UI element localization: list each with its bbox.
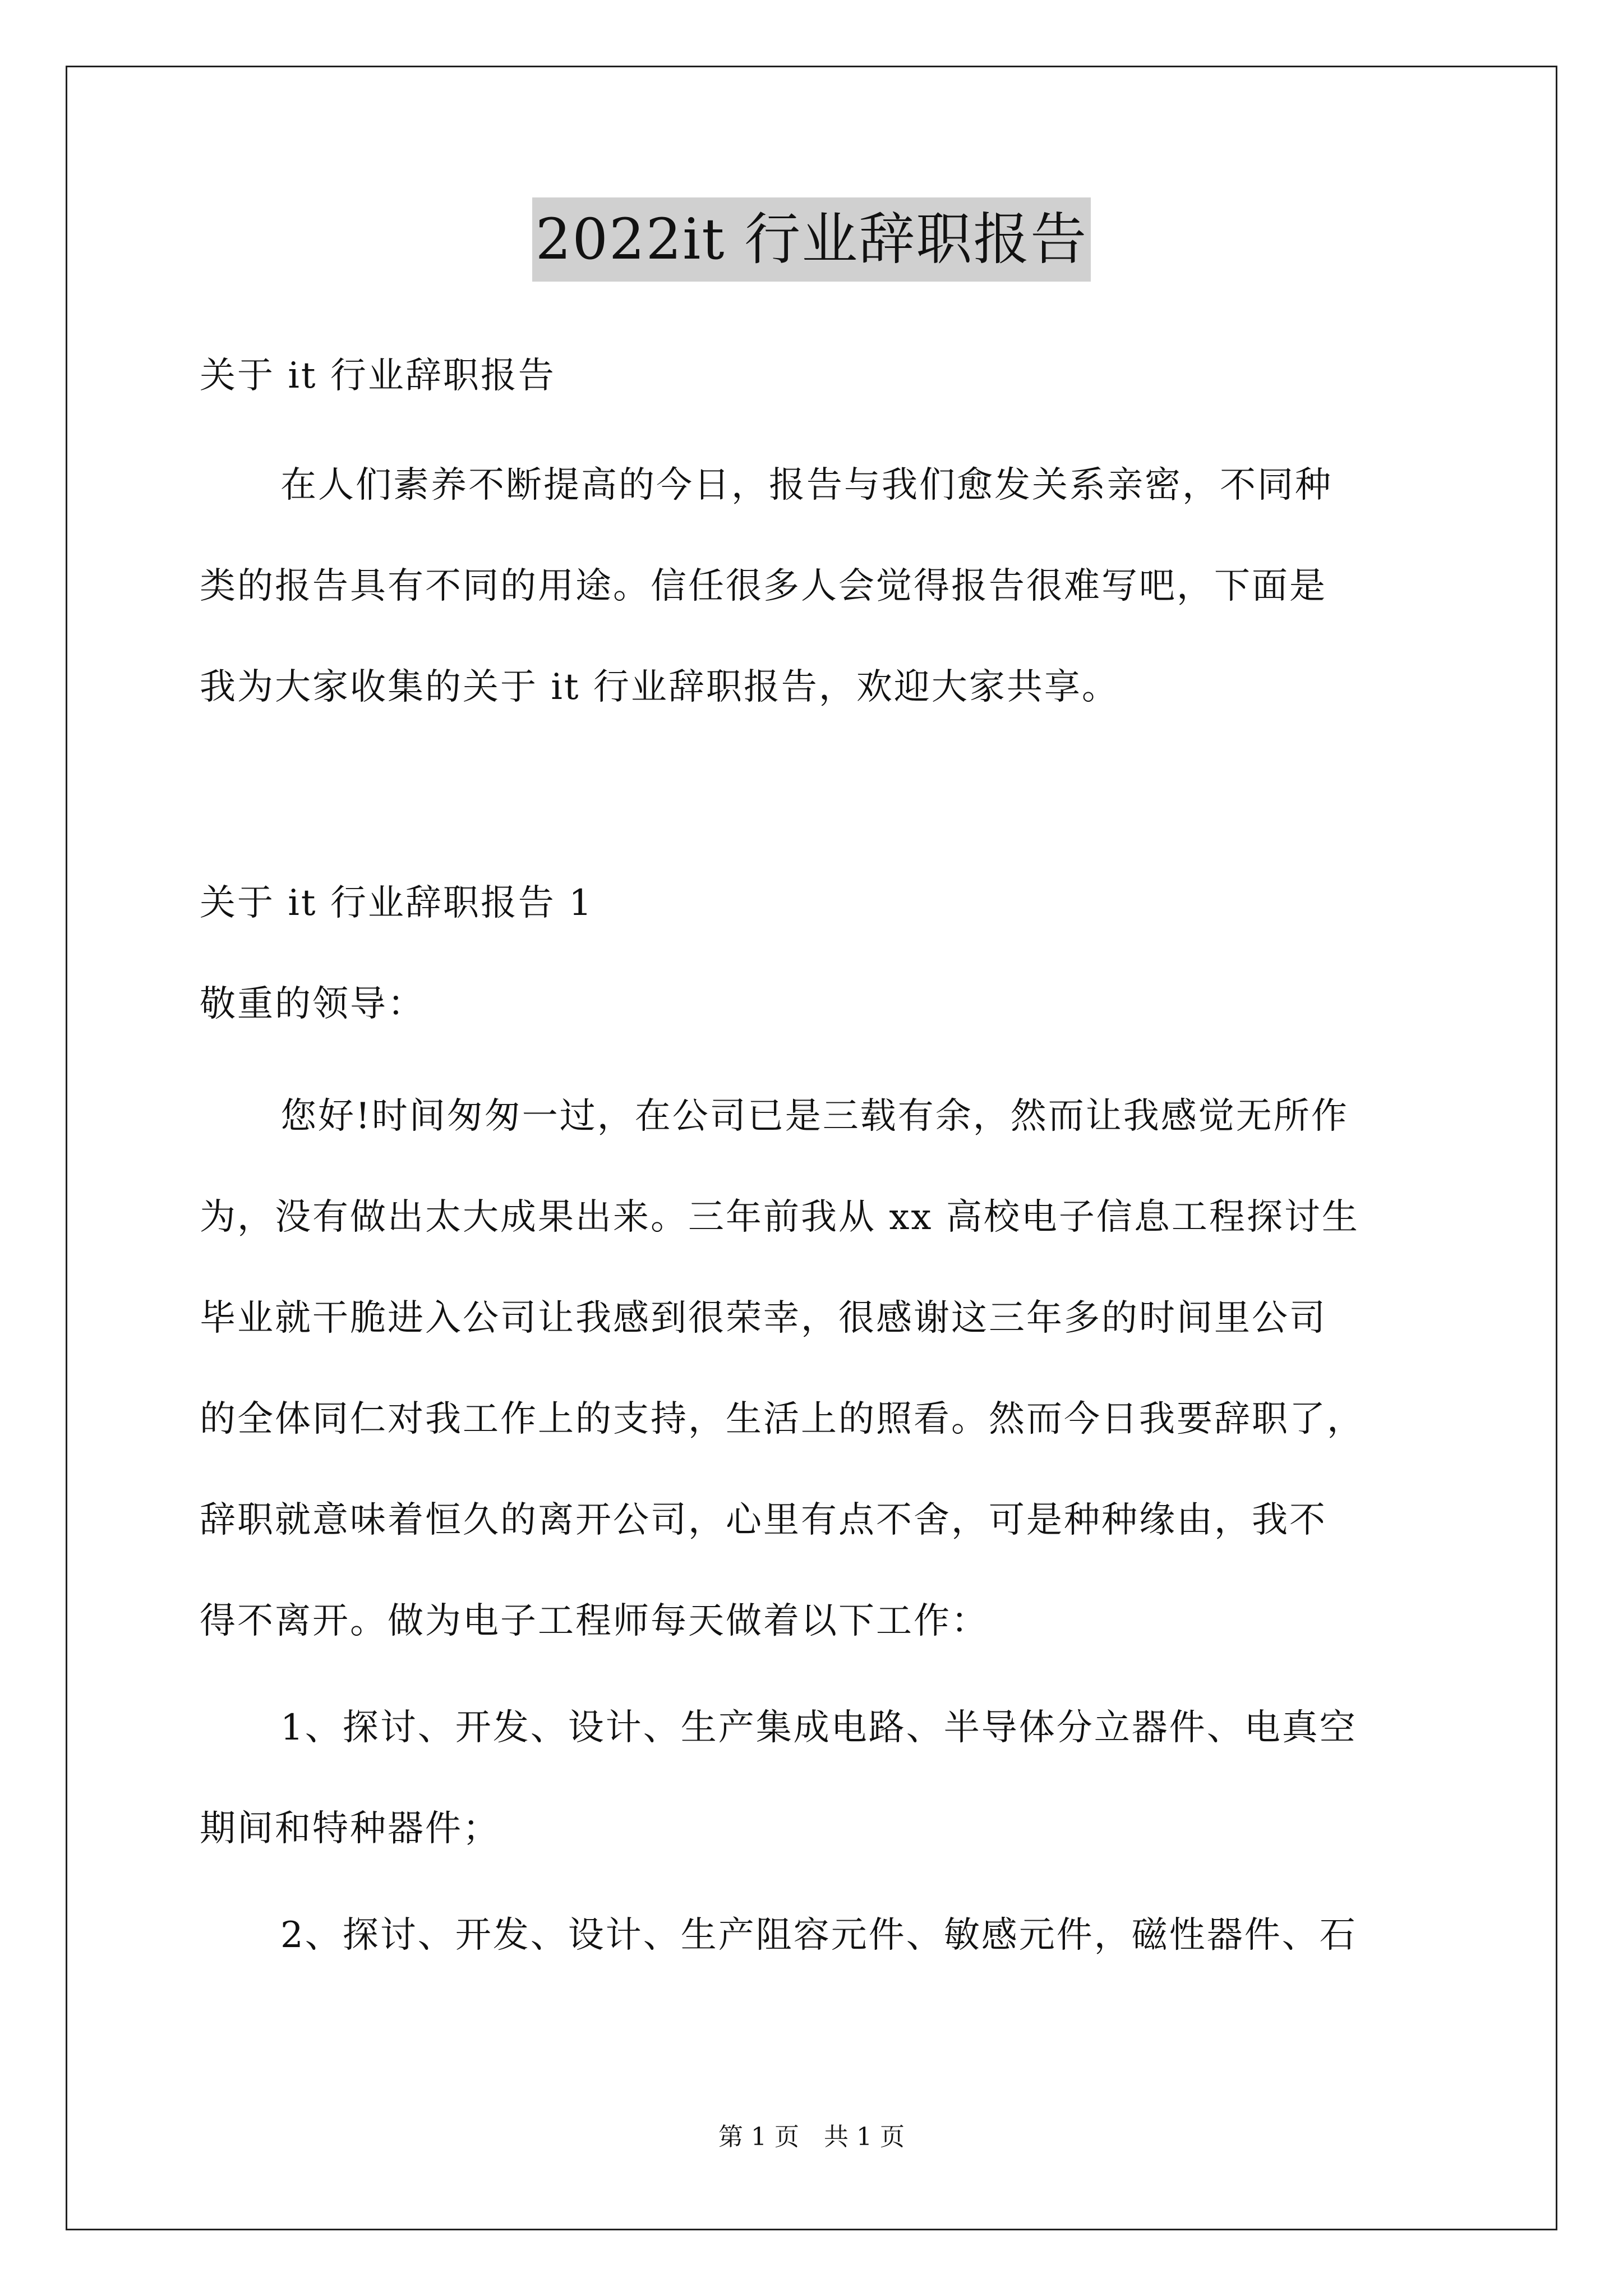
- paragraph-line: 毕业就干脆进入公司让我感到很荣幸，很感谢这三年多的时间里公司: [200, 1297, 1327, 1339]
- paragraph-line: 您好!时间匆匆一过，在公司已是三载有余，然而让我感觉无所作: [280, 1096, 1349, 1137]
- list-item-line: 2、探讨、开发、设计、生产阻容元件、敏感元件，磁性器件、石: [280, 1915, 1357, 1956]
- list-item-line: 期间和特种器件；: [200, 1808, 500, 1849]
- salutation: 敬重的领导：: [200, 983, 425, 1025]
- title-container: [0, 197, 1623, 282]
- paragraph-line: 为，没有做出太大成果出来。三年前我从 xx 高校电子信息工程探讨生: [200, 1197, 1359, 1238]
- paragraph-line: 在人们素养不断提高的今日，报告与我们愈发关系亲密，不同种: [280, 464, 1332, 506]
- page-footer: 第 1 页 共 1 页: [718, 2123, 905, 2151]
- document-title: 2022it 行业辞职报告: [532, 197, 1091, 282]
- paragraph-line: 类的报告具有不同的用途。信任很多人会觉得报告很难写吧，下面是: [200, 565, 1327, 607]
- paragraph-line: 辞职就意味着恒久的离开公司，心里有点不舍，可是种种缘由，我不: [200, 1499, 1327, 1541]
- paragraph-line: 得不离开。做为电子工程师每天做着以下工作：: [200, 1600, 989, 1642]
- list-item-line: 1、探讨、开发、设计、生产集成电路、半导体分立器件、电真空: [280, 1707, 1357, 1749]
- paragraph-line: 我为大家收集的关于 it 行业辞职报告，欢迎大家共享。: [200, 666, 1119, 708]
- section-heading: 关于 it 行业辞职报告 1: [200, 882, 593, 924]
- subtitle-line: 关于 it 行业辞职报告: [200, 355, 556, 397]
- paragraph-line: 的全体同仁对我工作上的支持，生活上的照看。然而今日我要辞职了，: [200, 1398, 1364, 1440]
